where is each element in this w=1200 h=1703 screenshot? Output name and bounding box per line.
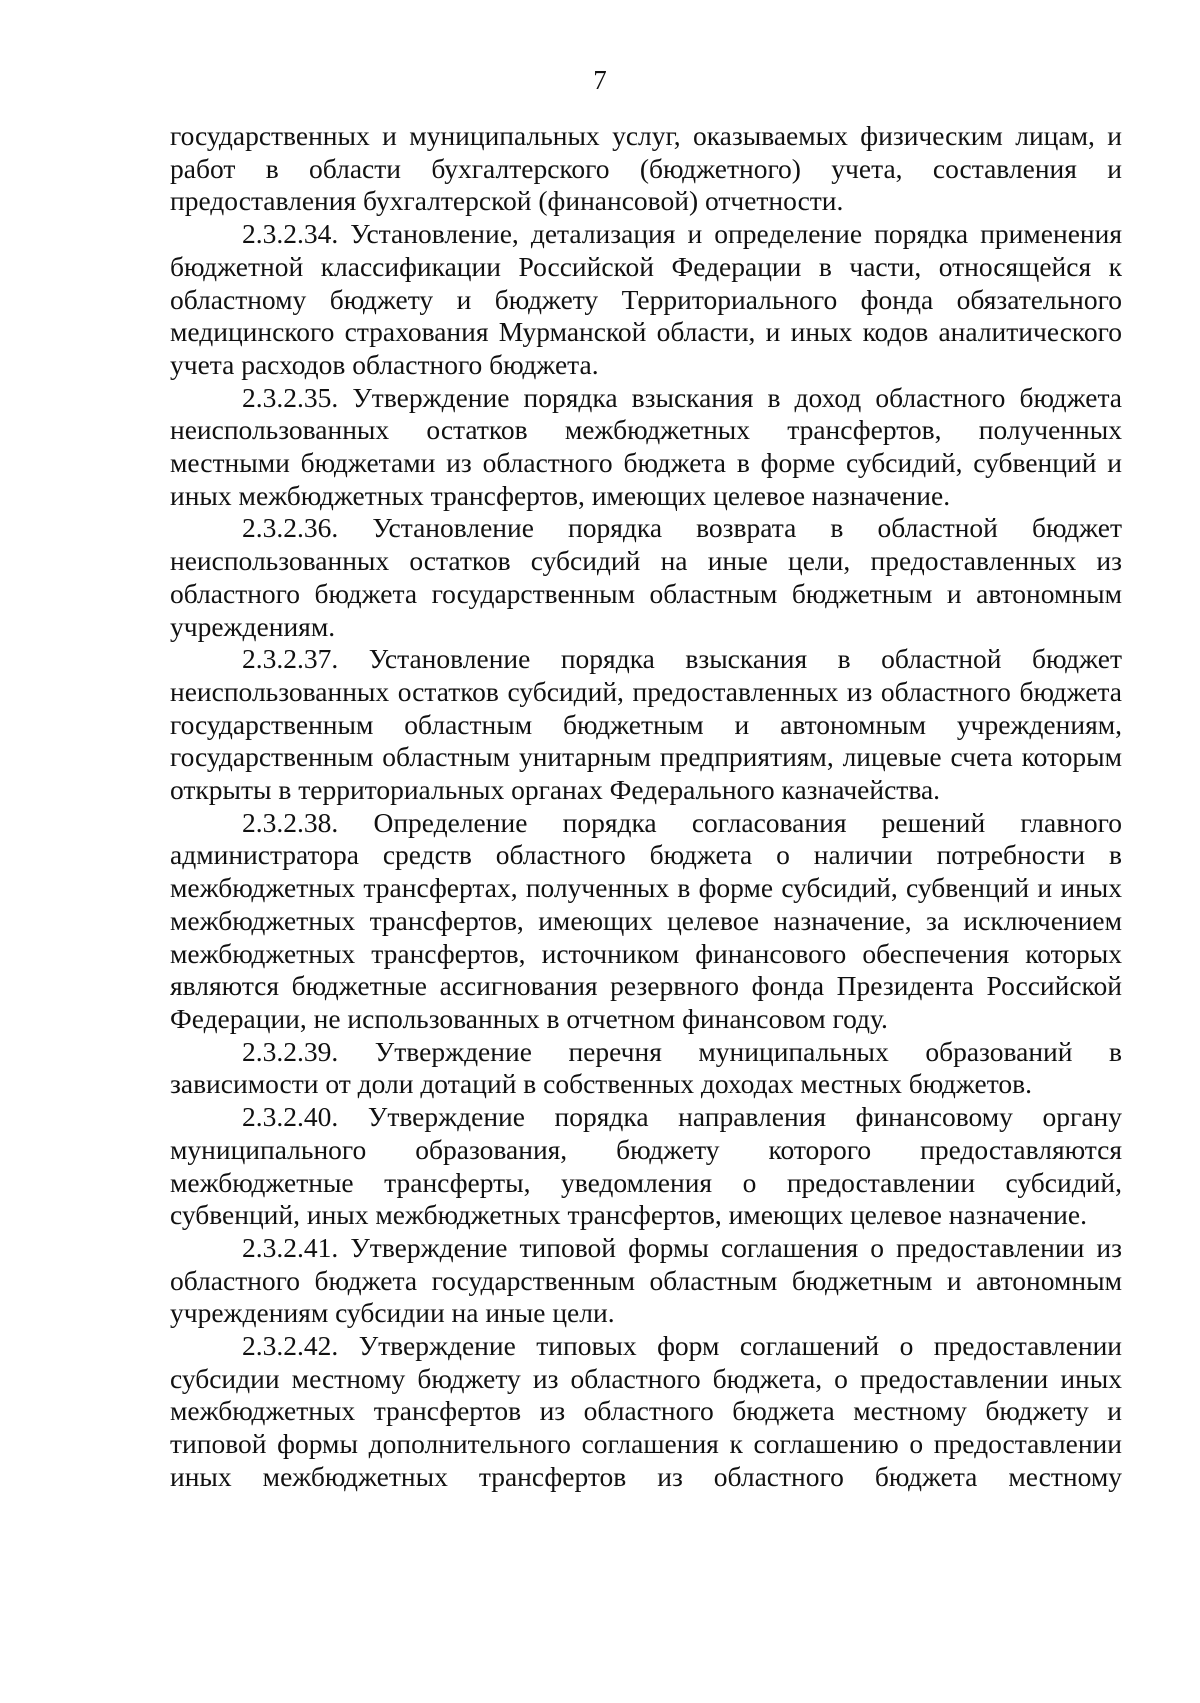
paragraph-2-3-2-36: 2.3.2.36. Установление порядка возврата в областной бюджет неиспользованных остатков субсидий на иные цели, предоставленных из областного бюджета государственным областным бюджетным и автономным учреждениям. [170, 512, 1122, 642]
paragraph-2-3-2-39: 2.3.2.39. Утверждение перечня муниципальных образований в зависимости от доли дотаций в собственных доходах местных бюджетов. [170, 1035, 1122, 1100]
paragraph-2-3-2-35: 2.3.2.35. Утверждение порядка взыскания в доход областного бюджета неиспользованных остатков межбюджетных трансфертов, полученных местными бюджетами из областного бюджета в форме субсидий, субвенций и иных межбюджетных трансфертов, имеющих целевое назначение. [170, 381, 1122, 511]
page-number: 7 [593, 65, 607, 95]
paragraph-2-3-2-37: 2.3.2.37. Установление порядка взыскания в областной бюджет неиспользованных остатков субсидий, предоставленных из областного бюджета государственным областным бюджетным и автономным учреждениям, государственным областным унитарным предприятиям, лицевые счета которым открыты в территориальных органах Федерального казначейства. [170, 643, 1122, 806]
paragraph-2-3-2-38: 2.3.2.38. Определение порядка согласования решений главного администратора средств областного бюджета о наличии потребности в межбюджетных трансфертах, полученных в форме субсидий, субвенций и иных межбюджетных трансфертов, имеющих целевое назначение, за исключением межбюджетных трансфертов, источником финансового обеспечения которых являются бюджетные ассигнования резервного фонда Президента Российской Федерации, не использованных в отчетном финансовом году. [170, 806, 1122, 1034]
paragraph-2-3-2-34: 2.3.2.34. Установление, детализация и определение порядка применения бюджетной классификации Российской Федерации в части, относящейся к областному бюджету и бюджету Территориального фонда обязательного медицинского страхования Мурманской области, и иных кодов аналитического учета расходов областного бюджета. [170, 218, 1122, 380]
paragraph-2-3-2-40: 2.3.2.40. Утверждение порядка направления финансовому органу муниципального образования, бюджету которого предоставляются межбюджетные трансферты, уведомления о предоставлении субсидий, субвенций, иных межбюджетных трансфертов, имеющих целевое назначение. [170, 1101, 1122, 1231]
paragraph-2-3-2-41: 2.3.2.41. Утверждение типовой формы соглашения о предоставлении из областного бюджета государственным областным бюджетным и автономным учреждениям субсидии на иные цели. [170, 1231, 1122, 1329]
paragraph-continuation: государственных и муниципальных услуг, оказываемых физическим лицам, и работ в области бухгалтерского (бюджетного) учета, составления и предоставления бухгалтерской (финансовой) отчетности. [170, 120, 1122, 217]
document-body [170, 120, 1122, 1494]
paragraph-2-3-2-42: 2.3.2.42. Утверждение типовых форм соглашений о предоставлении субсидии местному бюджету из областного бюджета, о предоставлении иных межбюджетных трансфертов из областного бюджета местному бюджету и типовой формы дополнительного соглашения к соглашению о предоставлении иных межбюджетных трансфертов из областного бюджета местному [170, 1330, 1122, 1492]
